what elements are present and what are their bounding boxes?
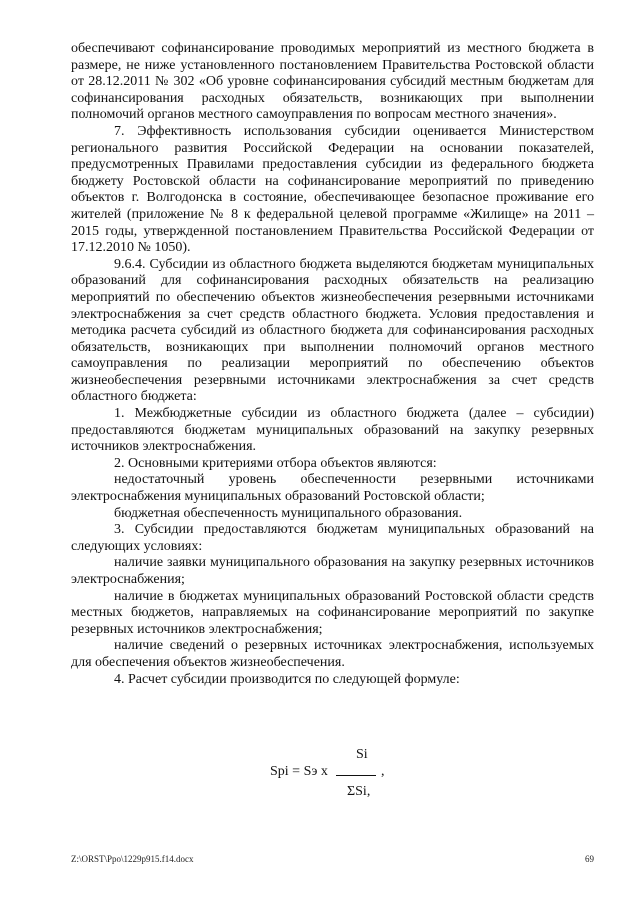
paragraph-6: недостаточный уровень обеспеченности резервными источниками электроснабжения муниципальных образований Ростовской области; <box>71 472 594 505</box>
paragraph-1: обеспечивают софинансирование проводимых мероприятий из местного бюджета в размере, не ниже установленного постановлением Правительства Ростовской области от 28.12.2011 № 302 «Об уровне софинансирования субсидий местным бюджетам для софинансирования расходных обязательств, возникающих при выполнении полномочий органов местного самоуправления по вопросам местного значения». <box>71 41 594 123</box>
formula-trailing-comma: , <box>381 764 385 779</box>
paragraph-3: 9.6.4. Субсидии из областного бюджета выделяются бюджетам муниципальных образований для софинансирования расходных обязательств на реализацию мероприятий по обеспечению объектов жизнеобеспечения резервными источниками электроснабжения за счет средств областного бюджета. Условия предоставления и методика расчета субсидий из областного бюджета для софинансирования расходных обязательств, возникающих при выполнении полномочий органов местного самоуправления по реализации мероприятий по обеспечению объектов жизнеобеспечения резервными источниками электроснабжения за счет средств областного бюджета: <box>71 256 594 405</box>
paragraph-9: наличие заявки муниципального образования на закупку резервных источников электроснабжения; <box>71 555 594 587</box>
page-number: 69 <box>585 854 594 864</box>
paragraph-2: 7. Эффективность использования субсидии оценивается Министерством регионального развития Российской Федерации на основании показателей, предусмотренных Правилами предоставления субсидии из федерального бюджета бюджету Ростовской области на софинансирование мероприятий по приведению объектов г. Волгодонска в состояние, обеспечивающее безопасное проживание его жителей (приложение № 8 к федеральной целевой программе «Жилище» на 2011 – 2015 годы, утвержденной постановлением Правительства Российской Федерации от 17.12.2010 № 1050). <box>71 123 594 256</box>
paragraph-11: наличие сведений о резервных источниках электроснабжения, используемых для обеспечения объектов жизнеобеспечения. <box>71 638 594 670</box>
paragraph-7: бюджетная обеспеченность муниципального образования. <box>114 505 463 521</box>
subsidy-formula <box>270 742 430 802</box>
file-path: Z:\ORST\Ppo\1229p915.f14.docx <box>71 854 194 864</box>
paragraph-12: 4. Расчет субсидии производится по следующей формуле: <box>114 671 460 687</box>
document-body <box>71 41 594 688</box>
formula-denominator: ΣSi, <box>347 784 371 799</box>
formula-fraction-bar <box>336 775 376 776</box>
formula-left-side: Spi = Sэ x <box>270 764 328 779</box>
paragraph-5: 2. Основными критериями отбора объектов являются: <box>114 455 437 471</box>
paragraph-8: 3. Субсидии предоставляются бюджетам муниципальных образований на следующих условиях: <box>71 522 594 554</box>
paragraph-4: 1. Межбюджетные субсидии из областного бюджета (далее – субсидии) предоставляются бюджетам муниципальных образований на закупку резервных источников электроснабжения. <box>71 406 594 455</box>
formula-numerator: Si <box>356 747 368 762</box>
paragraph-10: наличие в бюджетах муниципальных образований Ростовской области средств местных бюджетов, направляемых на софинансирование мероприятий по закупке резервных источников электроснабжения; <box>71 588 594 637</box>
